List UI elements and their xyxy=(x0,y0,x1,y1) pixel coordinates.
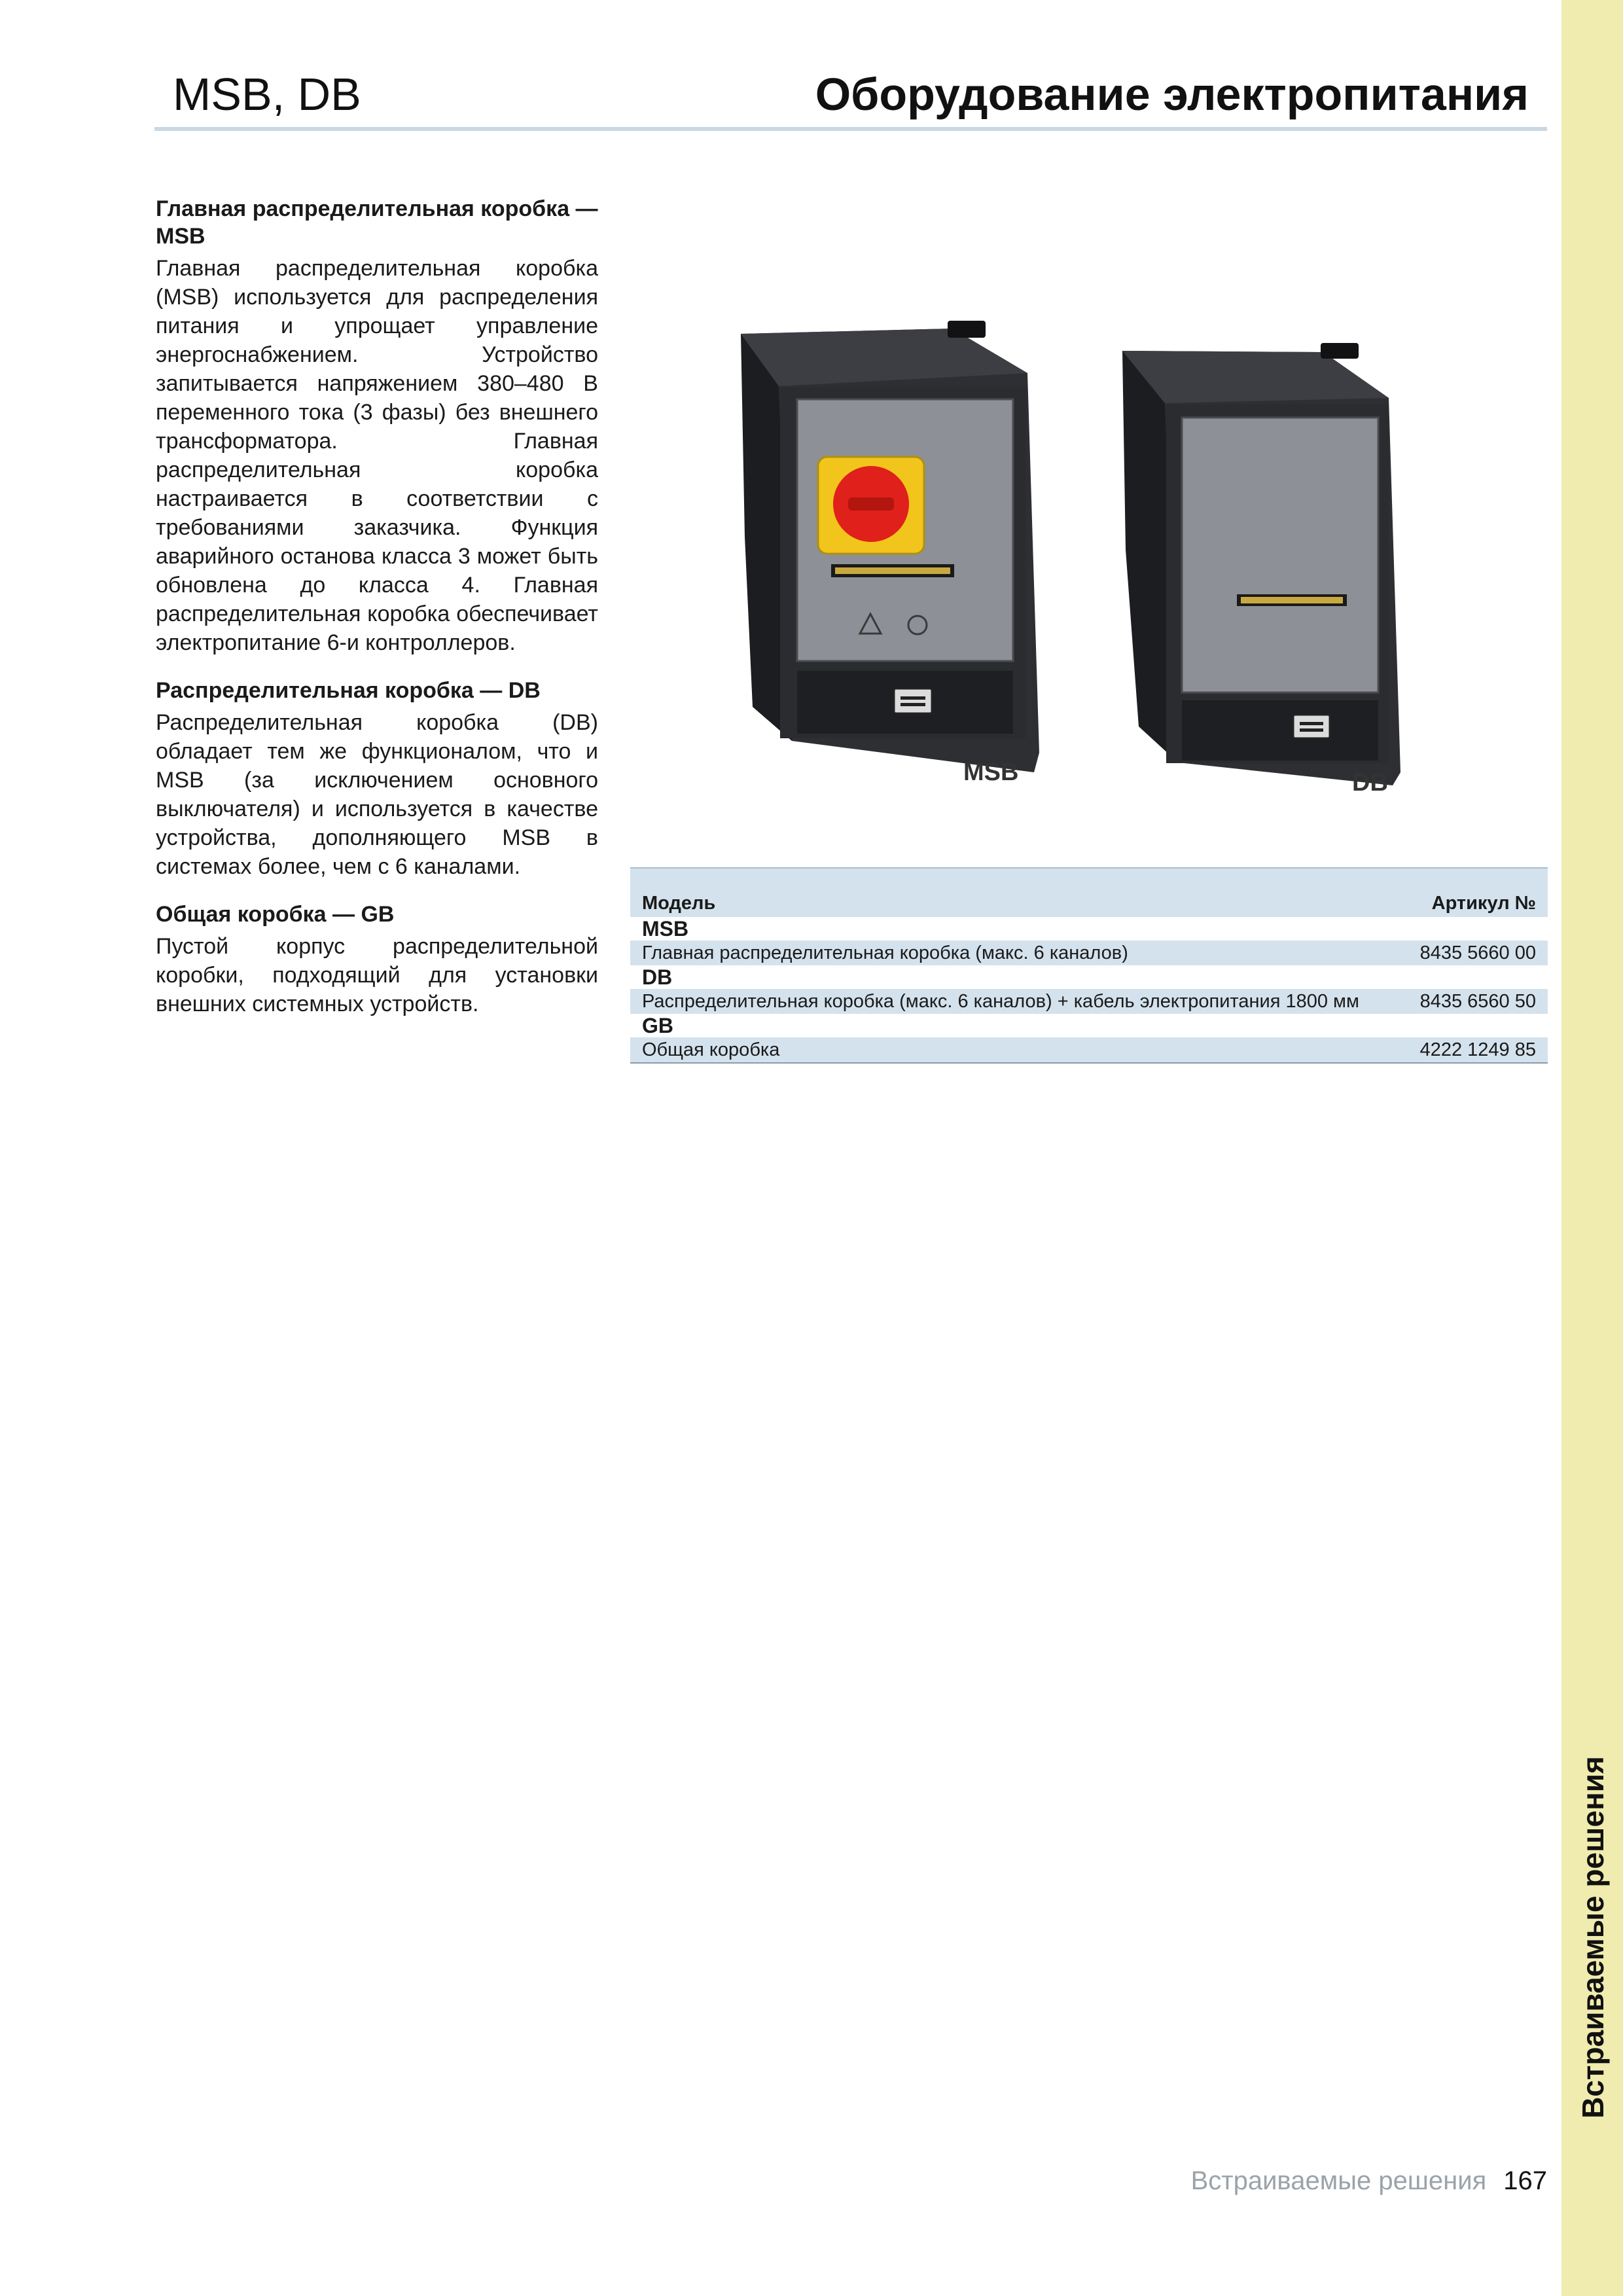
connector-icon xyxy=(1293,715,1330,738)
section-db xyxy=(156,677,598,881)
page-footer xyxy=(1191,2166,1547,2196)
group-name: DB xyxy=(642,965,673,989)
group-name: MSB xyxy=(642,917,689,941)
product-photo xyxy=(726,314,1459,812)
table-row xyxy=(630,989,1548,1014)
page-header xyxy=(154,65,1547,131)
table-group-row xyxy=(630,1014,1548,1037)
col-article-header: Артикул № xyxy=(1380,868,1548,917)
group-name: GB xyxy=(642,1014,673,1037)
item-description: Общая коробка xyxy=(630,1037,1380,1063)
db-cabinet xyxy=(1122,343,1400,785)
item-article: 4222 1249 85 xyxy=(1380,1037,1548,1063)
item-article: 8435 5660 00 xyxy=(1380,941,1548,965)
section-gb xyxy=(156,901,598,1018)
section-title: Главная распределительная коробка — MSB xyxy=(156,196,598,249)
footer-section-name: Встраиваемые решения xyxy=(1190,2166,1487,2195)
msb-photo-label: MSB xyxy=(963,759,1019,786)
section-msb xyxy=(156,195,598,657)
description-column xyxy=(156,195,598,1038)
side-tab-label xyxy=(1562,1734,1623,2140)
section-body: Пустой корпус распределительной коробки, подходящий для установки внешних системных устройств. xyxy=(156,934,598,1016)
item-description: Распределительная коробка (макс. 6 каналов) + кабель электропитания 1800 мм xyxy=(630,989,1380,1014)
header-left-title: MSB, DB xyxy=(173,69,361,120)
col-model-header: Модель xyxy=(630,868,1380,917)
connector-icon xyxy=(894,689,932,713)
header-right-title: Оборудование электропитания xyxy=(815,69,1529,120)
table-group-row xyxy=(630,965,1548,989)
table-row xyxy=(630,941,1548,965)
side-tab-text: Встраиваемые решения xyxy=(1576,1756,1610,2119)
msb-cabinet xyxy=(741,321,1039,772)
table-row xyxy=(630,1037,1548,1063)
section-title: Общая коробка — GB xyxy=(156,902,395,927)
section-title: Распределительная коробка — DB xyxy=(156,678,541,703)
page-number: 167 xyxy=(1503,2166,1547,2195)
section-body: Главная распределительная коробка (MSB) используется для распределения питания и упрощает управление энергоснабжением. Устройство запитывается напряжением 380–480 В переменного тока (3 фазы) без внешнего трансформатора. Главная распределительная коробка настраивается в соответствии с требованиями заказчика. Функция аварийного останова класса 3 может быть обновлена до класса 4. Главная распределительная коробка обеспечивает электропитание 6-и контроллеров. xyxy=(156,256,598,655)
table-header-row xyxy=(630,868,1548,917)
db-photo-label: DB xyxy=(1352,769,1388,797)
section-body: Распределительная коробка (DB) обладает тем же функционалом, что и MSB (за исключением основного выключателя) и используется в качестве устройства, дополняющего MSB в системах более, чем с 6 каналами. xyxy=(156,710,598,879)
item-article: 8435 6560 50 xyxy=(1380,989,1548,1014)
item-description: Главная распределительная коробка (макс. 6 каналов) xyxy=(630,941,1380,965)
spec-table xyxy=(630,867,1548,1064)
table-group-row xyxy=(630,917,1548,941)
